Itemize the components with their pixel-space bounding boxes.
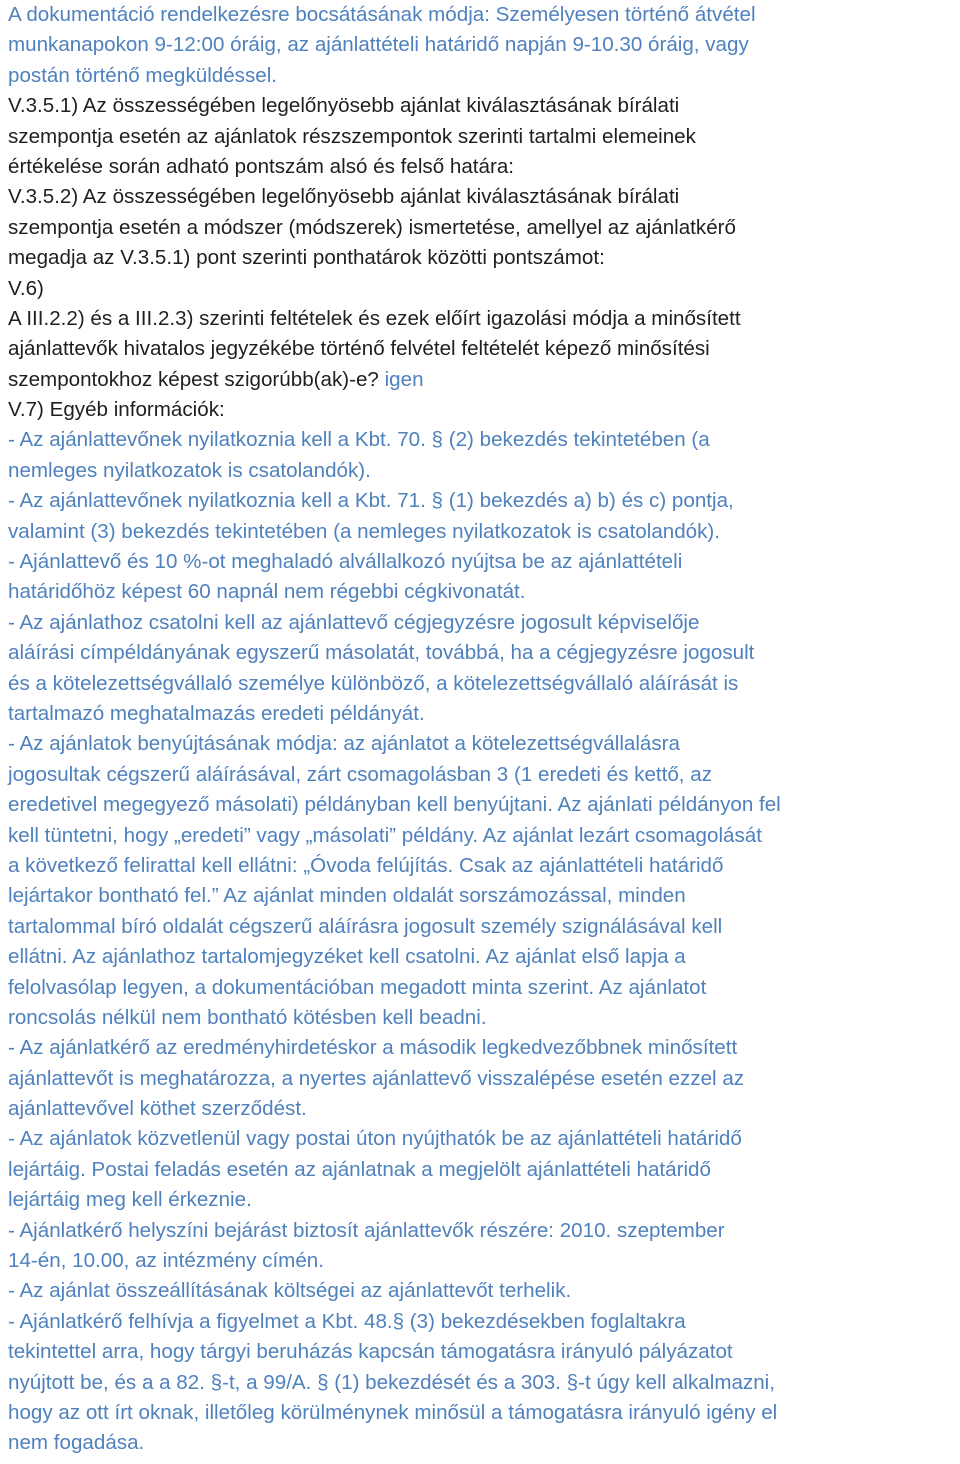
text-line [8, 425, 960, 455]
text-segment-highlighted: valamint (3) bekezdés tekintetében (a nemleges nyilatkozatok is csatolandók). [8, 519, 721, 543]
text-segment-highlighted: - Az ajánlatkérő az eredményhirdetéskor a második legkedvezőbbnek minősített [8, 1036, 738, 1060]
text-segment-highlighted: - Az ajánlatok közvetlenül vagy postai úton nyújthatók be az ajánlattételi határidő [8, 1127, 742, 1151]
text-line [8, 365, 960, 395]
text-line [8, 973, 960, 1003]
text-segment-highlighted: ellátni. Az ajánlathoz tartalomjegyzéket kell csatolni. Az ajánlat első lapja a [8, 945, 686, 969]
text-segment-highlighted: - Az ajánlatok benyújtásának módja: az ajánlatot a kötelezettségvállalásra [8, 732, 680, 756]
text-segment-highlighted: lejártáig meg kell érkeznie. [8, 1188, 252, 1212]
text-line [8, 1094, 960, 1124]
text-segment-highlighted: - Az ajánlathoz csatolni kell az ajánlattevő cégjegyzésre jogosult képviselője [8, 610, 700, 634]
text-line [8, 1398, 960, 1428]
text-segment: értékelése során adható pontszám alsó és felső határa: [8, 154, 514, 178]
text-line [8, 30, 960, 60]
text-segment: ajánlattevők hivatalos jegyzékébe történő felvétel feltételét képező minősítési [8, 337, 710, 361]
text-segment-highlighted: ajánlattevőt is meghatározza, a nyertes ajánlattevő visszalépése esetén ezzel az [8, 1066, 745, 1090]
text-segment: V.6) [8, 276, 44, 300]
text-segment: szempontokhoz képest szigorúbb(ak)-e? [8, 367, 385, 391]
text-segment-highlighted: postán történő megküldéssel. [8, 63, 278, 87]
text-segment-highlighted: lejártakor bontható fel.” Az ajánlat minden oldalát sorszámozással, minden [8, 884, 686, 908]
text-segment-highlighted: - Az ajánlat összeállításának költségei az ajánlattevőt terhelik. [8, 1279, 572, 1303]
text-line [8, 1064, 960, 1094]
text-segment-highlighted: munkanapokon 9-12:00 óráig, az ajánlattételi határidő napján 9-10.30 óráig, vagy [8, 33, 749, 57]
text-segment-highlighted: kell tüntetni, hogy „eredeti” vagy „másolati” példány. Az ajánlat lezárt csomagolását [8, 823, 762, 847]
text-segment-highlighted: jogosultak cégszerű aláírásával, zárt csomagolásban 3 (1 eredeti és kettő, az [8, 762, 712, 786]
text-line [8, 334, 960, 364]
text-segment-highlighted: tartalmazó meghatalmazás eredeti példányát. [8, 701, 425, 725]
text-segment: V.7) Egyéb információk: [8, 398, 225, 422]
text-segment-highlighted: lejártáig. Postai feladás esetén az ajánlatnak a megjelölt ajánlattételi határidő [8, 1157, 711, 1181]
text-line [8, 243, 960, 273]
text-line [8, 790, 960, 820]
text-line [8, 669, 960, 699]
text-line [8, 182, 960, 212]
text-segment: V.3.5.2) Az összességében legelőnyösebb ajánlat kiválasztásának bírálati [8, 185, 680, 209]
text-segment-highlighted: roncsolás nélkül nem bontható kötésben kell beadni. [8, 1005, 487, 1029]
text-line [8, 608, 960, 638]
text-segment: megadja az V.3.5.1) pont szerinti ponthatárok közötti pontszámot: [8, 246, 605, 270]
text-line [8, 881, 960, 911]
text-segment-highlighted: tekintettel arra, hogy tárgyi beruházás kapcsán támogatásra irányuló pályázatot [8, 1340, 733, 1364]
text-segment-highlighted: határidőhöz képest 60 napnál nem régebbi cégkivonatát. [8, 580, 526, 604]
text-line [8, 395, 960, 425]
text-line [8, 1428, 960, 1458]
text-segment: V.3.5.1) Az összességében legelőnyösebb ajánlat kiválasztásának bírálati [8, 94, 680, 118]
text-line [8, 1033, 960, 1063]
text-line [8, 517, 960, 547]
text-line [8, 1003, 960, 1033]
text-segment-highlighted: igen [384, 367, 424, 391]
text-line [8, 122, 960, 152]
text-segment-highlighted: nem fogadása. [8, 1431, 145, 1455]
text-segment-highlighted: A dokumentáció rendelkezésre bocsátásának módja: Személyesen történő átvétel [8, 3, 756, 26]
text-segment-highlighted: nyújtott be, és a a 82. §-t, a 99/A. § (1) bekezdését és a 303. §-t úgy kell alkalmazni, [8, 1370, 775, 1394]
text-segment: szempontja esetén a módszer (módszerek) ismertetése, amellyel az ajánlatkérő [8, 215, 736, 239]
text-segment-highlighted: tartalommal bíró oldalát cégszerű aláírásra jogosult személy szignálásával kell [8, 914, 723, 938]
text-line [8, 304, 960, 334]
text-segment-highlighted: a következő felirattal kell ellátni: „Óvoda felújítás. Csak az ajánlattételi határidő [8, 853, 724, 877]
text-line [8, 729, 960, 759]
text-line [8, 699, 960, 729]
text-segment-highlighted: - Ajánlatkérő felhívja a figyelmet a Kbt. 48.§ (3) bekezdésekben foglaltakra [8, 1309, 686, 1333]
text-segment-highlighted: ajánlattevővel köthet szerződést. [8, 1097, 307, 1121]
text-line [8, 274, 960, 304]
text-line [8, 912, 960, 942]
text-line [8, 152, 960, 182]
text-segment-highlighted: - Az ajánlattevőnek nyilatkoznia kell a Kbt. 70. § (2) bekezdés tekintetében (a [8, 428, 710, 452]
text-segment-highlighted: - Ajánlattevő és 10 %-ot meghaladó alvállalkozó nyújtsa be az ajánlattételi [8, 550, 683, 574]
text-line [8, 760, 960, 790]
text-segment-highlighted: eredetivel megegyező másolati) példányban kell benyújtani. Az ajánlati példányon fel [8, 793, 781, 817]
text-segment-highlighted: felolvasólap legyen, a dokumentációban megadott minta szerint. Az ajánlatot [8, 975, 707, 999]
text-line [8, 456, 960, 486]
text-line [8, 1124, 960, 1154]
text-line [8, 1246, 960, 1276]
text-line [8, 1216, 960, 1246]
text-line [8, 851, 960, 881]
text-line [8, 942, 960, 972]
text-line [8, 61, 960, 91]
text-segment-highlighted: - Ajánlatkérő helyszíni bejárást biztosít ajánlattevők részére: 2010. szeptember [8, 1218, 725, 1242]
text-line [8, 91, 960, 121]
text-line [8, 1307, 960, 1337]
text-segment: A III.2.2) és a III.2.3) szerinti feltételek és ezek előírt igazolási módja a minősített [8, 306, 741, 330]
text-line [8, 1185, 960, 1215]
text-line [8, 1337, 960, 1367]
text-segment-highlighted: hogy az ott írt oknak, illetőleg körülménynek minősül a támogatásra irányuló igény el [8, 1400, 778, 1424]
text-segment-highlighted: és a kötelezettségvállaló személye különböző, a kötelezettségvállaló aláírását is [8, 671, 739, 695]
text-line [8, 486, 960, 516]
text-line [8, 0, 960, 30]
document-text [8, 0, 960, 1459]
text-line [8, 1155, 960, 1185]
text-line [8, 577, 960, 607]
text-segment-highlighted: - Az ajánlattevőnek nyilatkoznia kell a Kbt. 71. § (1) bekezdés a) b) és c) pontja, [8, 489, 734, 513]
text-segment-highlighted: 14-én, 10.00, az intézmény címén. [8, 1249, 324, 1273]
text-line [8, 638, 960, 668]
text-line [8, 821, 960, 851]
text-line [8, 213, 960, 243]
text-segment-highlighted: nemleges nyilatkozatok is csatolandók). [8, 458, 371, 482]
text-segment: szempontja esetén az ajánlatok részszempontok szerinti tartalmi elemeinek [8, 124, 696, 148]
text-line [8, 547, 960, 577]
text-line [8, 1276, 960, 1306]
text-line [8, 1368, 960, 1398]
text-segment-highlighted: aláírási címpéldányának egyszerű másolatát, továbbá, ha a cégjegyzésre jogosult [8, 641, 755, 665]
